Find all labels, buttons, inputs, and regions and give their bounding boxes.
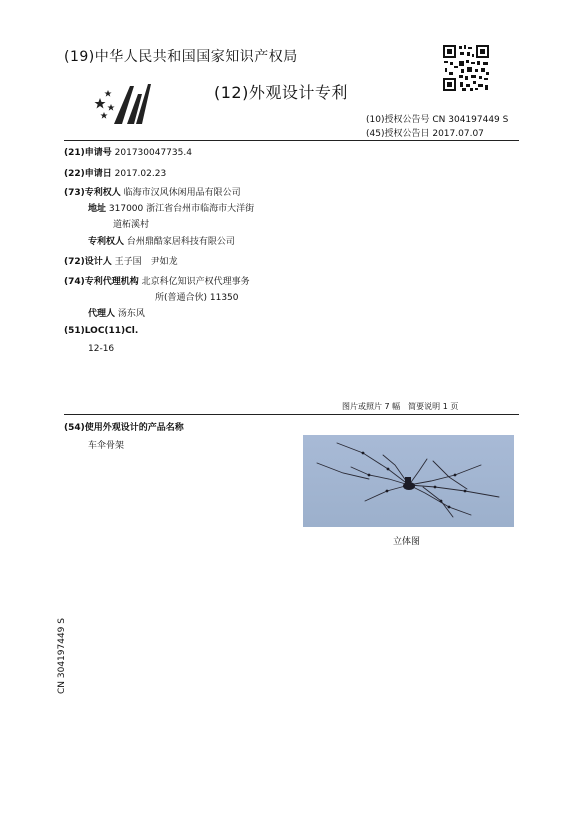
address-label: 地址 bbox=[88, 204, 107, 214]
loc-label: (51)LOC(11)Cl. bbox=[64, 326, 139, 336]
publication-number-label: (10)授权公告号 bbox=[366, 115, 430, 125]
agency-line2: 所(普通合伙) 11350 bbox=[155, 293, 239, 303]
page-info-divider bbox=[64, 414, 519, 415]
office-name: (19)中华人民共和国国家知识产权局 bbox=[64, 49, 298, 65]
agency-line1: 北京科亿知识产权代理事务 bbox=[141, 277, 250, 287]
application-number bbox=[64, 145, 192, 158]
patentee-label: (73)专利权人 bbox=[64, 188, 121, 198]
side-publication-number: CN 304197449 S bbox=[57, 618, 67, 694]
design-perspective-image bbox=[303, 435, 514, 527]
loc-value: 12-16 bbox=[88, 344, 115, 354]
patentee-2 bbox=[88, 234, 235, 247]
application-date-label: (22)申请日 bbox=[64, 169, 112, 179]
patentee-2-label: 专利权人 bbox=[88, 237, 125, 247]
image-caption: 立体图 bbox=[393, 537, 421, 547]
sipo-logo-icon bbox=[94, 80, 156, 132]
publication-number-value: CN 304197449 S bbox=[432, 115, 509, 125]
address-line1: 317000 浙江省台州市临海市大洋街 bbox=[108, 204, 255, 214]
qr-code-icon bbox=[442, 44, 490, 92]
designer-value: 王子国 尹如龙 bbox=[114, 257, 178, 267]
product-name: 车伞骨架 bbox=[88, 441, 125, 451]
agency-label: (74)专利代理机构 bbox=[64, 277, 139, 287]
patentee-value: 临海市汉风休闲用品有限公司 bbox=[123, 188, 241, 198]
application-date bbox=[64, 166, 166, 179]
address-line2: 道柘溪村 bbox=[113, 220, 150, 230]
publication-date bbox=[366, 126, 484, 139]
publication-date-value: 2017.07.07 bbox=[432, 129, 484, 139]
application-number-value: 201730047735.4 bbox=[114, 148, 192, 158]
designer bbox=[64, 254, 178, 267]
document-type: (12)外观设计专利 bbox=[214, 83, 348, 102]
header-divider bbox=[64, 140, 519, 141]
product-name-label: (54)使用外观设计的产品名称 bbox=[64, 423, 184, 433]
page-info: 图片或照片 7 幅 简要说明 1 页 bbox=[342, 402, 459, 411]
designer-label: (72)设计人 bbox=[64, 257, 112, 267]
address bbox=[88, 201, 254, 214]
agency bbox=[64, 274, 250, 287]
patentee-2-value: 台州鼎酷家居科技有限公司 bbox=[126, 237, 235, 247]
publication-number bbox=[366, 112, 508, 125]
application-number-label: (21)申请号 bbox=[64, 148, 112, 158]
patentee bbox=[64, 185, 241, 198]
agent-label: 代理人 bbox=[88, 309, 116, 319]
publication-date-label: (45)授权公告日 bbox=[366, 129, 430, 139]
application-date-value: 2017.02.23 bbox=[114, 169, 167, 179]
agent-value: 汤东风 bbox=[117, 309, 145, 319]
agent bbox=[88, 306, 145, 319]
